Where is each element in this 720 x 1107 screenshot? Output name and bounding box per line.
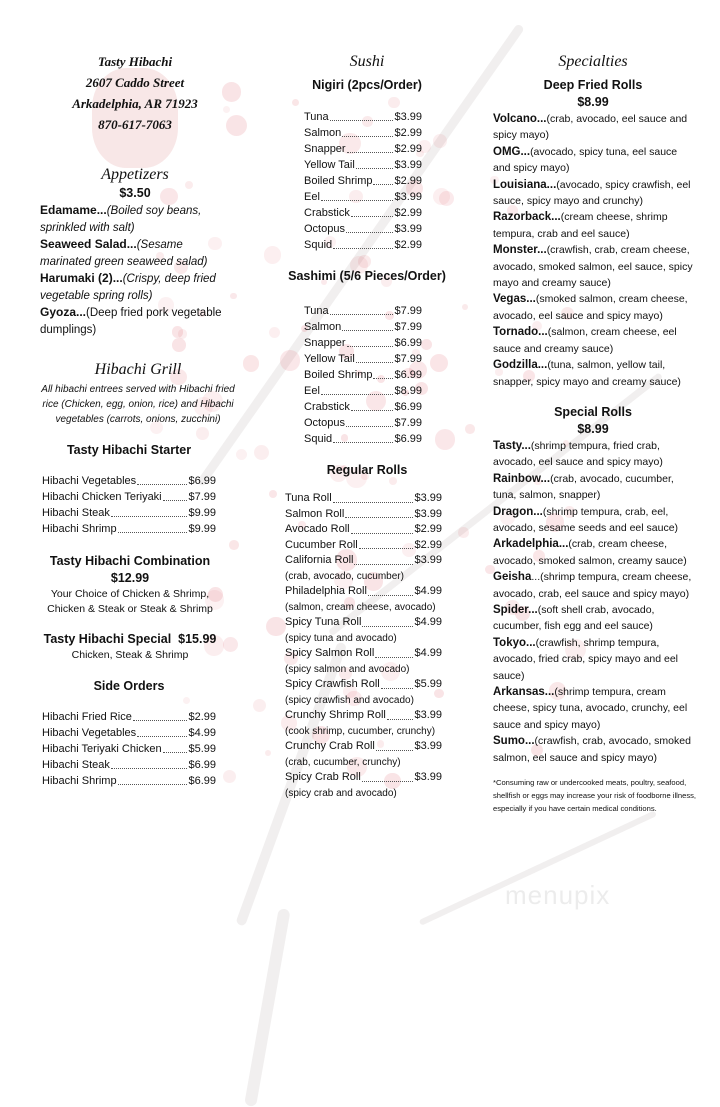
item-name: Hibachi Shrimp <box>42 523 117 535</box>
item-name: Eel <box>304 191 320 203</box>
item-name: Avocado Roll <box>285 523 350 535</box>
roll-name: Monster... <box>493 244 547 257</box>
item-desc: (spicy crawfish and avocado) <box>285 694 414 706</box>
item-name: Salmon <box>304 127 342 139</box>
roll-desc: (tuna, salmon, yellow tail, snapper, spicy mayo and creamy sauce) <box>493 359 681 388</box>
regular-rolls-title: Regular Rolls <box>326 463 408 477</box>
item-price: $2.99 <box>414 538 442 551</box>
dot-leader <box>347 335 394 347</box>
menu-item-row <box>304 141 422 157</box>
side-orders-title: Side Orders <box>93 678 165 693</box>
item-name: Spicy Crab Roll <box>285 771 361 783</box>
dot-leader <box>354 553 413 565</box>
roll-desc: (salmon, cream cheese, eel sauce and creamy sauce) <box>493 326 677 355</box>
item-price: $3.99 <box>394 223 422 235</box>
item-name: Seaweed Salad... <box>40 237 137 251</box>
item-name: Crabstick <box>304 401 350 413</box>
menu-item-row <box>285 553 442 569</box>
item-price: $3.99 <box>394 191 422 203</box>
menu-item-row <box>285 708 442 724</box>
special-desc: Chicken, Steak & Shrimp <box>71 649 189 661</box>
item-name: Snapper <box>304 337 346 349</box>
dot-leader <box>381 677 414 689</box>
menu-item-row <box>42 757 216 773</box>
item-desc: (crab, cucumber, crunchy) <box>285 756 401 768</box>
branch-shape <box>244 908 291 1107</box>
item-price: $6.99 <box>394 433 422 445</box>
dot-leader <box>356 157 394 169</box>
menu-item-row <box>42 489 216 505</box>
address-line: Tasty Hibachi <box>97 54 173 69</box>
item-price: $4.99 <box>414 616 442 628</box>
appetizer-item <box>40 236 230 270</box>
roll-desc: (crab, cream cheese, avocado, smoked salmon, creamy sauce) <box>493 538 687 567</box>
dot-leader <box>111 757 188 769</box>
item-desc: (Sesame marinated green seaweed salad) <box>40 239 208 268</box>
menu-item-row <box>285 538 442 554</box>
dot-leader <box>362 770 414 782</box>
item-price: $9.99 <box>188 523 216 535</box>
roll-name: Tasty... <box>493 439 531 452</box>
roll-item <box>493 471 693 504</box>
item-name: Hibachi Fried Rice <box>42 710 132 723</box>
roll-item <box>493 242 693 291</box>
roll-desc: (shrimp tempura, fried crab, avocado, eel sauce and spicy mayo) <box>493 439 663 469</box>
roll-item <box>493 209 693 242</box>
dot-leader <box>342 125 393 137</box>
dot-leader <box>333 491 414 503</box>
item-name: Gyoza... <box>40 305 87 319</box>
address-line: Arkadelphia, AR 71923 <box>72 96 198 111</box>
item-price: $8.99 <box>394 385 422 397</box>
starter-title: Tasty Hibachi Starter <box>66 443 192 457</box>
roll-item <box>493 291 693 324</box>
dot-leader <box>333 431 393 443</box>
dot-leader <box>347 141 394 153</box>
roll-item <box>493 684 693 733</box>
roll-name: Louisiana... <box>493 178 557 191</box>
menu-item-row <box>304 351 422 367</box>
roll-name: Tokyo... <box>493 636 536 649</box>
roll-name: Arkansas... <box>493 686 555 698</box>
item-price: $2.99 <box>394 127 422 139</box>
appetizers-section <box>40 165 230 338</box>
roll-item <box>493 504 693 537</box>
roll-item <box>493 144 693 177</box>
regular-rolls-list <box>285 491 442 801</box>
item-name: Crunchy Shrimp Roll <box>285 709 386 721</box>
roll-item <box>493 324 693 357</box>
roll-name: Spider... <box>493 603 538 616</box>
hibachi-grill-section <box>38 360 238 427</box>
blossom-shape <box>465 424 475 434</box>
dot-leader <box>342 319 393 331</box>
dot-leader <box>321 383 394 395</box>
item-name: Squid <box>304 239 333 251</box>
roll-desc: (shrimp tempura, cream cheese, spicy tuna, avocado, crunchy, eel sauce and spicy mayo) <box>493 686 688 731</box>
side-orders-section <box>42 678 216 789</box>
item-price: $2.99 <box>394 143 422 155</box>
blossom-shape <box>229 540 239 550</box>
dot-leader <box>351 522 414 534</box>
roll-desc: (cream cheese, shrimp tempura, crab and eel sauce) <box>493 211 668 240</box>
item-name: Hibachi Steak <box>42 507 110 519</box>
menu-item-row <box>304 157 422 173</box>
menu-item-row <box>42 473 216 489</box>
item-price: $4.99 <box>414 647 442 659</box>
dot-leader <box>137 473 187 485</box>
roll-name: Arkadelphia... <box>493 538 569 551</box>
item-price: $2.99 <box>394 239 422 251</box>
item-price: $7.99 <box>394 353 422 365</box>
menu-item-row <box>42 741 216 757</box>
item-name: Hibachi Vegetables <box>42 475 137 487</box>
hibachi-starter-section <box>42 442 216 537</box>
item-desc: (salmon, cream cheese, avocado) <box>285 601 436 613</box>
item-name: Spicy Crawfish Roll <box>285 678 380 690</box>
item-name: Harumaki (2)... <box>40 271 123 285</box>
roll-desc: (avocado, spicy tuna, eel sauce and spicy mayo) <box>493 145 678 175</box>
menu-item-row <box>304 205 422 221</box>
item-name: Tuna <box>304 111 329 123</box>
item-price: $6.99 <box>394 337 422 349</box>
appetizer-item <box>40 270 230 304</box>
item-name: Hibachi Chicken Teriyaki <box>42 491 162 503</box>
dot-leader <box>133 709 188 721</box>
roll-desc: (crab, avocado, cucumber, tuna, salmon, snapper) <box>493 472 674 502</box>
menu-item-row <box>304 319 422 335</box>
roll-item <box>493 635 693 684</box>
roll-desc: (shrimp tempura, crab, eel, avocado, sesame seeds and eel sauce) <box>493 505 679 534</box>
dot-leader <box>163 741 188 753</box>
roll-name: Volcano... <box>493 113 547 125</box>
nigiri-list <box>304 109 422 253</box>
item-price: $3.99 <box>414 492 442 504</box>
dot-leader <box>373 367 393 379</box>
blossom-shape <box>254 445 269 460</box>
menu-item-row <box>304 221 422 237</box>
item-price: $7.99 <box>394 417 422 429</box>
item-name: Hibachi Shrimp <box>42 774 117 787</box>
combination-desc: Your Choice of Chicken & Shrimp, Chicken & Steak or Steak & Shrimp <box>47 588 213 615</box>
menu-item-row <box>304 303 422 319</box>
roll-desc: (crab, avocado, eel sauce and spicy mayo) <box>493 113 688 142</box>
roll-name: Sumo... <box>493 735 535 748</box>
dot-leader <box>362 615 413 627</box>
item-name: Squid <box>304 433 333 445</box>
item-price: $7.99 <box>394 321 422 333</box>
dot-leader <box>387 708 414 720</box>
special-rolls-section <box>493 404 693 766</box>
sushi-column <box>272 52 462 801</box>
roll-desc: (smoked salmon, cream cheese, avocado, eel sauce and spicy mayo) <box>493 293 688 322</box>
menu-item-row <box>285 522 442 538</box>
menu-item-row <box>285 770 442 786</box>
dot-leader <box>137 725 187 737</box>
specialties-title: Specialties <box>558 53 628 70</box>
hibachi-special-section <box>35 631 225 663</box>
item-price: $3.99 <box>414 554 442 566</box>
dot-leader <box>356 351 394 363</box>
sashimi-section <box>272 268 462 285</box>
dot-leader <box>118 773 188 785</box>
item-name: Salmon <box>304 321 342 333</box>
item-name: Snapper <box>304 143 346 155</box>
item-desc: (spicy salmon and avocado) <box>285 663 410 675</box>
item-price: $7.99 <box>188 491 216 503</box>
item-name: Hibachi Teriyaki Chicken <box>42 742 162 755</box>
item-price: $3.99 <box>414 740 442 752</box>
roll-item <box>493 536 693 569</box>
nigiri-title: Nigiri (2pcs/Order) <box>312 78 422 92</box>
specialties-column <box>493 52 705 815</box>
roll-name: Tornado... <box>493 326 548 339</box>
item-price: $9.99 <box>188 507 216 519</box>
item-name: California Roll <box>285 554 354 566</box>
item-name: Crabstick <box>304 207 350 219</box>
roll-name: Rainbow... <box>493 472 551 485</box>
item-price: $6.99 <box>188 758 216 771</box>
blossom-shape <box>243 355 260 372</box>
roll-item <box>493 357 693 390</box>
combination-price: $12.99 <box>110 571 150 585</box>
menu-item-row <box>304 189 422 205</box>
restaurant-address <box>30 51 240 135</box>
roll-desc: (crawfish, crab, cream cheese, avocado, smoked salmon, eel sauce, spicy mayo and creamy sauce) <box>493 244 693 290</box>
dot-leader <box>321 189 394 201</box>
dot-leader <box>330 303 394 315</box>
dot-leader <box>163 489 188 501</box>
item-desc: (spicy tuna and avocado) <box>285 632 397 644</box>
roll-name: Geisha <box>493 571 532 584</box>
menu-item-row <box>304 415 422 431</box>
menu-item-row <box>304 173 422 189</box>
menu-item-row <box>285 507 442 523</box>
item-desc: (spicy crab and avocado) <box>285 787 397 799</box>
food-safety-disclaimer: *Consuming raw or undercooked meats, poultry, seafood, shellfish or eggs may increase your risk of foodborne illness, especially if you have certain medical conditions. <box>493 778 697 814</box>
item-price: $6.99 <box>188 774 216 787</box>
dot-leader <box>351 399 394 411</box>
regular-rolls-section <box>272 462 462 479</box>
blossom-shape <box>236 449 247 460</box>
menu-item-row <box>304 383 422 399</box>
roll-item <box>493 438 693 471</box>
roll-name: Vegas... <box>493 293 536 306</box>
item-price: $7.99 <box>394 305 422 317</box>
blossom-shape <box>230 293 236 299</box>
item-desc: (Deep fried pork vegetable dumplings) <box>40 307 222 336</box>
roll-name: Razorback... <box>493 211 561 224</box>
item-name: Spicy Tuna Roll <box>285 616 362 628</box>
menupix-watermark: menupix <box>505 880 611 910</box>
sushi-title-block <box>272 52 462 94</box>
roll-desc: (crawfish, crab, avocado, smoked salmon, eel sauce and spicy mayo) <box>493 735 691 764</box>
roll-item <box>493 177 693 210</box>
dot-leader <box>376 739 414 751</box>
item-price: $6.99 <box>188 475 216 487</box>
address-line: 2607 Caddo Street <box>85 75 185 90</box>
item-price: $6.99 <box>394 369 422 381</box>
appetizers-price: $3.50 <box>119 186 151 200</box>
hibachi-grill-title: Hibachi Grill <box>94 361 182 378</box>
menu-item-row <box>42 505 216 521</box>
item-name: Eel <box>304 385 320 397</box>
sashimi-title: Sashimi (5/6 Pieces/Order) <box>288 269 446 283</box>
hibachi-note: All hibachi entrees served with Hibachi fried rice (Chicken, egg, onion, rice) and Hibachi vegetables (carrots, onions, zucchini) <box>41 384 235 425</box>
combination-title: Tasty Hibachi Combination <box>49 554 211 568</box>
dot-leader <box>368 584 414 596</box>
item-name: Cucumber Roll <box>285 538 358 551</box>
specialties-title-block <box>493 52 693 390</box>
item-desc: (cook shrimp, cucumber, crunchy) <box>285 725 436 737</box>
special-title: Tasty Hibachi Special $15.99 <box>43 632 217 646</box>
roll-desc: (soft shell crab, avocado, cucumber, fish egg and eel sauce) <box>493 603 655 633</box>
menu-item-row <box>285 739 442 755</box>
blossom-shape <box>462 304 468 310</box>
item-price: $3.99 <box>414 771 442 783</box>
roll-name: Godzilla... <box>493 359 548 372</box>
item-name: Spicy Salmon Roll <box>285 647 375 659</box>
item-name: Crunchy Crab Roll <box>285 740 375 752</box>
item-price: $3.99 <box>414 709 442 721</box>
item-name: Octopus <box>304 417 345 429</box>
item-name: Boiled Shrimp <box>304 369 373 381</box>
menu-item-row <box>304 431 422 447</box>
dot-leader <box>375 646 413 658</box>
item-price: $3.99 <box>394 111 422 123</box>
left-column <box>40 51 235 789</box>
item-desc: (crab, avocado, cucumber) <box>285 570 404 582</box>
deep-fried-price: $8.99 <box>577 95 609 109</box>
hibachi-combination-section <box>35 553 225 616</box>
item-name: Yellow Tail <box>304 353 355 365</box>
menu-item-row <box>304 367 422 383</box>
menu-item-row <box>304 109 422 125</box>
item-price: $2.99 <box>394 175 422 187</box>
dot-leader <box>373 173 393 185</box>
blossom-shape <box>265 750 271 756</box>
item-price: $2.99 <box>394 207 422 219</box>
roll-item <box>493 569 693 602</box>
item-name: Philadelphia Roll <box>285 585 367 597</box>
roll-name: Dragon... <box>493 505 543 518</box>
dot-leader <box>118 521 188 533</box>
appetizer-item <box>40 202 230 236</box>
menu-item-row <box>285 615 442 631</box>
dot-leader <box>333 237 393 249</box>
roll-item <box>493 602 693 635</box>
dot-leader <box>345 507 413 519</box>
item-name: Salmon Roll <box>285 507 345 520</box>
item-name: Tuna <box>304 305 329 317</box>
item-name: Edamame... <box>40 203 107 217</box>
item-name: Hibachi Steak <box>42 758 110 771</box>
roll-desc: (avocado, spicy crawfish, eel sauce, spicy mayo and crunchy) <box>493 178 691 208</box>
item-name: Hibachi Vegetables <box>42 726 137 739</box>
menu-item-row <box>304 399 422 415</box>
menu-item-row <box>304 125 422 141</box>
roll-name: OMG... <box>493 145 531 158</box>
item-price: $3.99 <box>394 159 422 171</box>
menu-item-row <box>285 491 442 507</box>
item-name: Octopus <box>304 223 345 235</box>
dot-leader <box>351 205 394 217</box>
sushi-title: Sushi <box>349 53 385 70</box>
item-price: $4.99 <box>414 585 442 597</box>
item-price: $5.99 <box>414 678 442 690</box>
roll-desc: (crawfish, shrimp tempura, avocado, fried crab, spicy mayo and eel sauce) <box>493 636 679 682</box>
appetizer-item <box>40 304 230 338</box>
item-price: $5.99 <box>188 742 216 755</box>
menu-item-row <box>42 709 216 725</box>
menu-item-row <box>304 335 422 351</box>
sashimi-list <box>304 303 422 447</box>
appetizers-title: Appetizers <box>101 166 169 183</box>
item-price: $2.99 <box>414 523 442 535</box>
item-name: Tuna Roll <box>285 492 332 504</box>
menu-item-row <box>285 584 442 600</box>
menu-item-row <box>42 521 216 537</box>
menu-item-row <box>285 646 442 662</box>
menu-item-row <box>42 773 216 789</box>
address-line: 870-617-7063 <box>98 117 172 132</box>
special-rolls-title: Special Rolls <box>554 404 632 419</box>
item-desc: (Crispy, deep fried vegetable spring rolls) <box>40 273 216 302</box>
item-name: Boiled Shrimp <box>304 175 373 187</box>
dot-leader <box>359 538 414 550</box>
deep-fried-title: Deep Fried Rolls <box>543 78 643 92</box>
roll-desc: ...(shrimp tempura, cream cheese, avocado, crab, eel sauce and spicy mayo) <box>493 571 692 600</box>
dot-leader <box>111 505 188 517</box>
dot-leader <box>346 415 394 427</box>
menu-item-row <box>42 725 216 741</box>
special-rolls-price: $8.99 <box>577 421 609 436</box>
menu-item-row <box>285 677 442 693</box>
item-price: $3.99 <box>414 507 442 520</box>
item-name: Yellow Tail <box>304 159 355 171</box>
blossom-shape <box>253 699 267 713</box>
item-desc: (Boiled soy beans, sprinkled with salt) <box>40 205 202 234</box>
item-price: $4.99 <box>188 726 216 739</box>
dot-leader <box>346 221 394 233</box>
roll-item <box>493 111 693 144</box>
menu-item-row <box>304 237 422 253</box>
dot-leader <box>330 109 394 121</box>
item-price: $2.99 <box>188 710 216 723</box>
roll-item <box>493 733 693 766</box>
item-price: $6.99 <box>394 401 422 413</box>
